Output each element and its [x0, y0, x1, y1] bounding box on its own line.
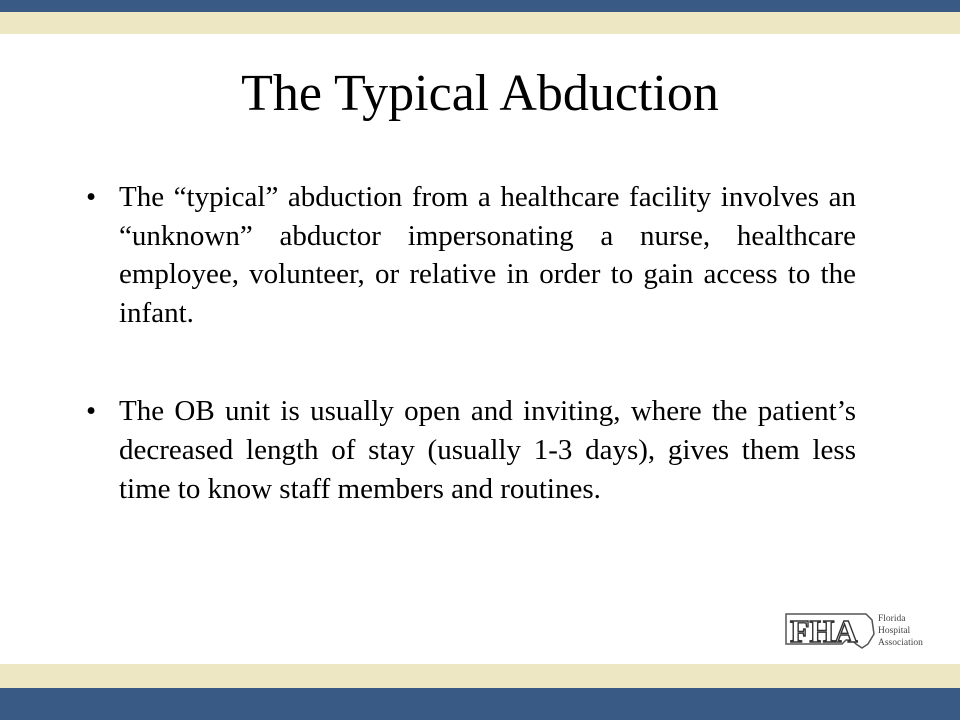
logo-line-1: Florida [878, 614, 906, 624]
bullet-list [86, 178, 856, 508]
logo-mark: FHA [790, 613, 858, 649]
bullet-item [86, 178, 856, 332]
bullet-text: The “typical” abduction from a healthcare facility involves an “unknown” abductor impersonating a nurse, healthcare employee, volunteer, or relative in order to gain access to the infant. [119, 181, 856, 329]
bullet-item [86, 392, 856, 508]
logo-line-2: Hospital [878, 626, 911, 636]
bullet-dot-icon: • [86, 395, 97, 428]
top-navy-band [0, 0, 960, 12]
bottom-cream-band [0, 664, 960, 688]
fha-logo [782, 604, 942, 654]
bullet-text: The OB unit is usually open and inviting, where the patient’s decreased length of stay (usually 1-3 days), gives them less time to know staff members and routines. [119, 395, 856, 505]
top-cream-band [0, 12, 960, 34]
logo-line-3: Association [878, 638, 923, 648]
slide-title: The Typical Abduction [241, 65, 719, 122]
bullet-dot-icon: • [86, 181, 97, 213]
bottom-navy-band [0, 688, 960, 720]
